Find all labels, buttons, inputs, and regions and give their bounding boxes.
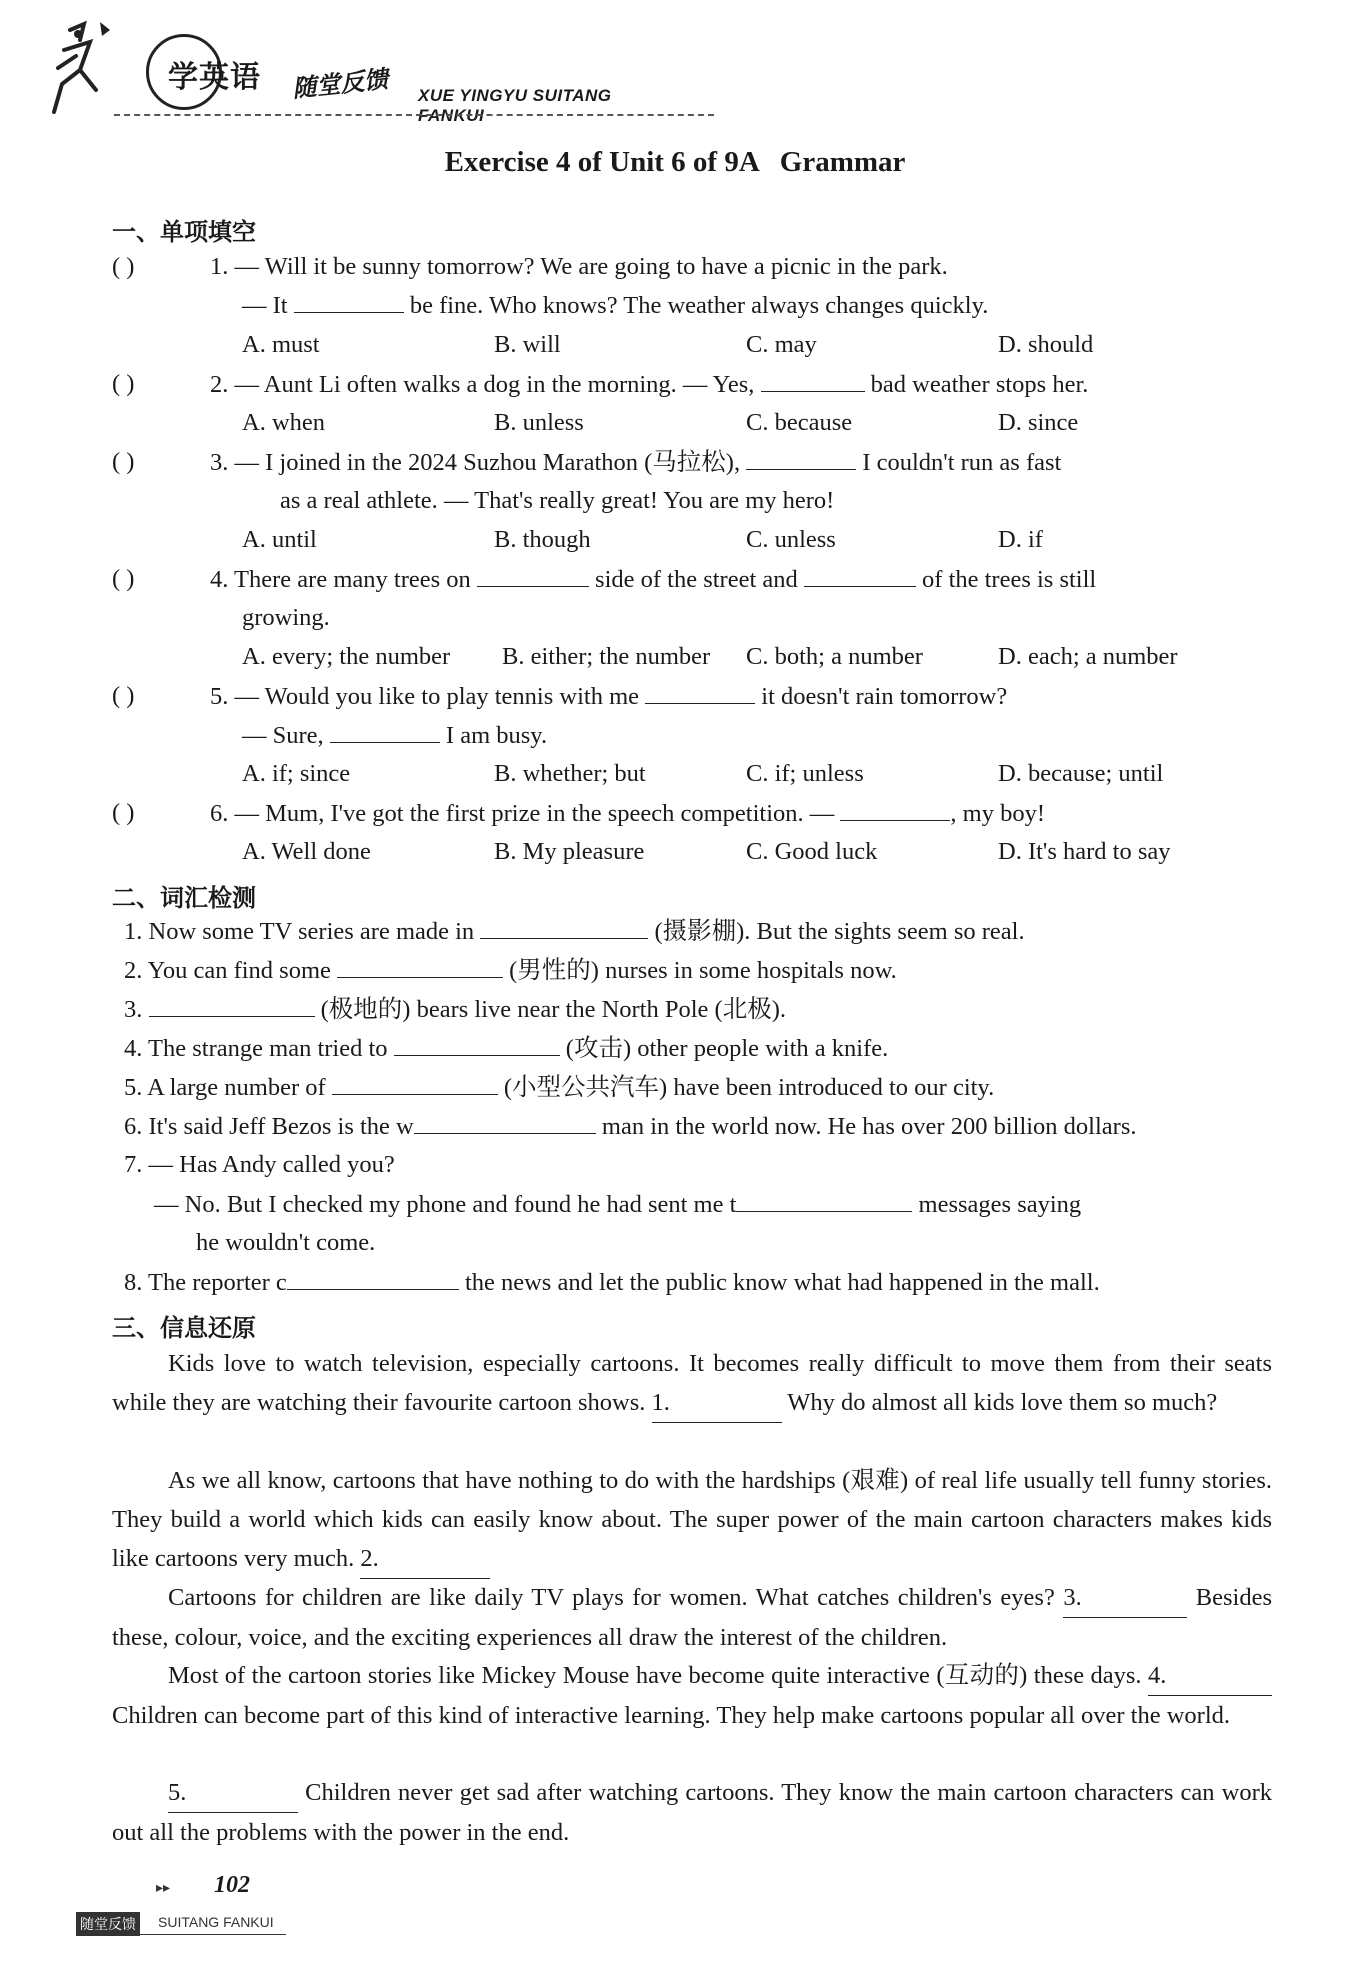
vocab-item-7: 7. — Has Andy called you? [124,1151,395,1178]
q4-line1: 4. There are many trees on side of the street and of the trees is still [210,566,1097,593]
q3-option-a: A. until [242,526,317,553]
footer-badge: 随堂反馈 [76,1912,140,1936]
vocab-blank-5[interactable] [332,1072,498,1095]
q6-blank[interactable] [840,798,950,821]
header-divider [114,114,714,116]
section2-heading: 二、词汇检测 [112,884,256,912]
q5-option-c: C. if; unless [746,760,864,787]
q1-option-c: C. may [746,331,817,358]
q1-line2: — It be fine. Who knows? The weather always changes quickly. [242,292,989,319]
q1-option-b: B. will [494,331,561,358]
q4-blank-2[interactable] [804,564,916,587]
passage-paragraph-3: Cartoons for children are like daily TV plays for women. What catches children's eyes? 3. Besides these, colour, voice, and the exciting experiences all draw the interest of the children. [112,1578,1272,1657]
q4-option-c: C. both; a number [746,643,923,670]
passage-blank-2[interactable]: 2. [360,1539,490,1579]
vocab-item-2: 2. You can find some (男性的) nurses in some hospitals now. [124,957,897,984]
passage-paragraph-2: As we all know, cartoons that have nothing to do with the hardships (艰难) of real life usually tell funny stories. They build a world which kids can easily know about. The super power of the main cartoon characters makes kids like cartoons very much. 2. [112,1461,1272,1579]
q4-blank-1[interactable] [477,564,589,587]
q4-option-b: B. either; the number [502,643,711,670]
vocab-item-1: 1. Now some TV series are made in (摄影棚). But the sights seem so real. [124,918,1025,945]
section1-heading: 一、单项填空 [112,218,256,246]
passage-blank-4[interactable]: 4. [1148,1656,1272,1696]
footer-divider [76,1934,286,1935]
page-title: Exercise 4 of Unit 6 of 9A Grammar [444,146,906,178]
q3-line2: as a real athlete. — That's really great! You are my hero! [280,487,835,514]
q3-blank[interactable] [746,447,856,470]
q3-option-b: B. though [494,526,591,553]
q3-line1: 3. — I joined in the 2024 Suzhou Marathon (马拉松), I couldn't run as fast [210,449,1062,476]
q2-option-a: A. when [242,409,326,436]
vocab-item-5: 5. A large number of (小型公共汽车) have been introduced to our city. [124,1074,995,1101]
vocab-item-7-reply: — No. But I checked my phone and found he had sent me t messages saying [154,1191,1082,1218]
vocab-blank-1[interactable] [480,916,648,939]
answer-paren[interactable]: ( ) [112,799,135,826]
q5-option-d: D. because; until [998,760,1164,787]
arrow-icon: ▸▸ [156,1880,171,1896]
passage-paragraph-5: 5. Children never get sad after watching cartoons. They know the main cartoon characters can work out all the problems with the power in the end. [112,1773,1272,1852]
q6-option-d: D. It's hard to say [998,838,1171,865]
q1-option-a: A. must [242,331,320,358]
vocab-item-7-cont: he wouldn't come. [196,1229,376,1256]
vocab-blank-4[interactable] [394,1033,560,1056]
vocab-blank-3[interactable] [149,994,315,1017]
vocab-item-4: 4. The strange man tried to (攻击) other people with a knife. [124,1035,889,1062]
q1-line1: 1. — Will it be sunny tomorrow? We are going to have a picnic in the park. [210,253,948,280]
q5-option-a: A. if; since [242,760,351,787]
vocab-blank-2[interactable] [337,955,503,978]
q5-line1: 5. — Would you like to play tennis with me it doesn't rain tomorrow? [210,683,1008,710]
q5-line2: — Sure, I am busy. [242,722,548,749]
header-title-en: XUE YINGYU SUITANG FANKUI [418,86,612,125]
vocab-blank-8[interactable] [287,1267,459,1290]
q5-blank-2[interactable] [330,720,440,743]
q6-option-a: A. Well done [242,838,371,865]
runner-logo-icon [50,20,120,116]
q5-option-b: B. whether; but [494,760,646,787]
answer-paren[interactable]: ( ) [112,448,135,475]
header-title-cn: 学英语 [168,60,261,95]
vocab-blank-7[interactable] [736,1189,912,1212]
answer-paren[interactable]: ( ) [112,565,135,592]
page-footer [76,1872,296,1938]
q2-option-c: C. because [746,409,853,436]
q2-option-b: B. unless [494,409,584,436]
vocab-item-6: 6. It's said Jeff Bezos is the w man in the world now. He has over 200 billion dollars. [124,1113,1137,1140]
passage-paragraph-4: Most of the cartoon stories like Mickey Mouse have become quite interactive (互动的) these days. 4. Children can become part of this kind of interactive learning. They help make cartoons popular all over the world. [112,1656,1272,1735]
q2-blank[interactable] [761,369,865,392]
page-number: 102 [214,1872,250,1898]
answer-paren[interactable]: ( ) [112,682,135,709]
vocab-item-8: 8. The reporter c the news and let the public know what had happened in the mall. [124,1269,1100,1296]
q2-line1: 2. — Aunt Li often walks a dog in the morning. — Yes, bad weather stops her. [210,371,1089,398]
q4-line2: growing. [242,604,330,631]
page-header [50,14,670,124]
section3-heading: 三、信息还原 [112,1314,256,1342]
q1-blank[interactable] [294,290,404,313]
vocab-item-3: 3. (极地的) bears live near the North Pole (北极). [124,996,786,1023]
footer-badge-en: SUITANG FANKUI [158,1914,274,1930]
q6-line1: 6. — Mum, I've got the first prize in the speech competition. — , my boy! [210,800,1045,827]
q6-option-b: B. My pleasure [494,838,645,865]
passage-paragraph-1: Kids love to watch television, especially cartoons. It becomes really difficult to move them from their seats while they are watching their favourite cartoon shows. 1. Why do almost all kids love them so much? [112,1344,1272,1423]
passage-blank-5[interactable]: 5. [168,1773,298,1813]
q3-option-c: C. unless [746,526,836,553]
vocab-blank-6[interactable] [414,1111,596,1134]
header-title-sub: 随堂反馈 [290,64,390,103]
q5-blank-1[interactable] [645,681,755,704]
passage-blank-3[interactable]: 3. [1063,1578,1187,1618]
answer-paren[interactable]: ( ) [112,370,135,397]
q4-option-d: D. each; a number [998,643,1178,670]
q4-option-a: A. every; the number [242,643,451,670]
q1-option-d: D. should [998,331,1094,358]
q6-option-c: C. Good luck [746,838,878,865]
q2-option-d: D. since [998,409,1079,436]
passage-blank-1[interactable]: 1. [652,1383,782,1423]
answer-paren[interactable]: ( ) [112,253,135,280]
q3-option-d: D. if [998,526,1043,553]
